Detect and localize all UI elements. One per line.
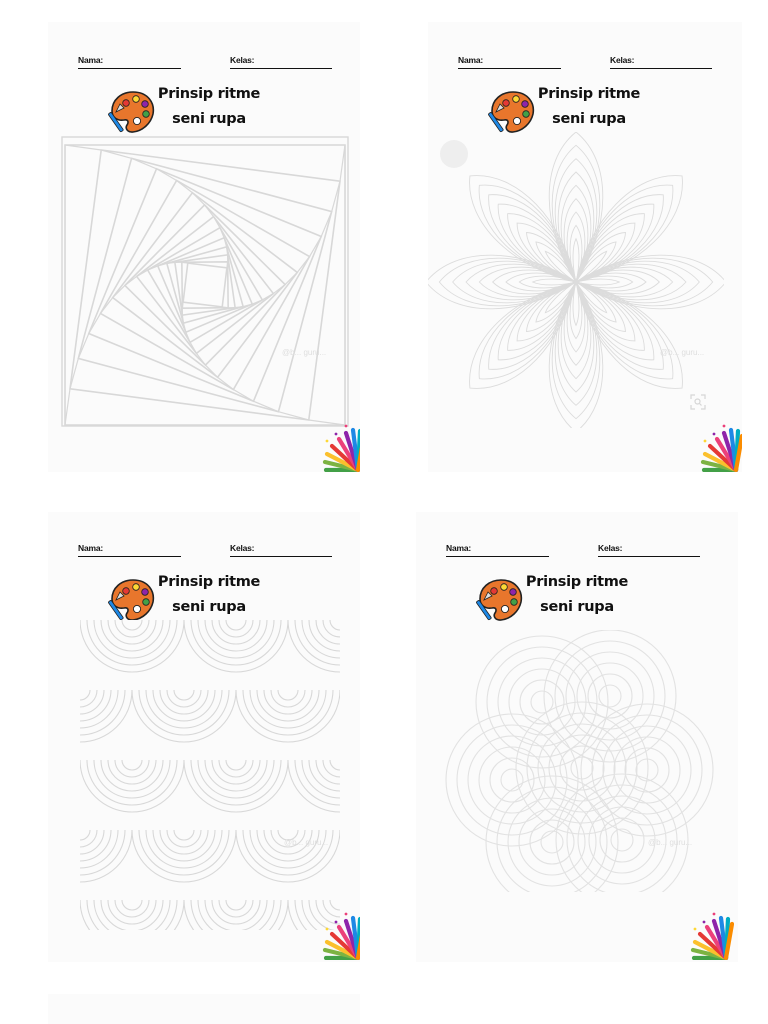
zoom-lens-icon[interactable] <box>690 394 706 410</box>
title-line-2: seni rupa <box>552 111 626 127</box>
color-burst-icon <box>316 910 360 960</box>
title-line-2: seni rupa <box>172 111 246 127</box>
worksheet-title <box>517 570 637 620</box>
title-line-2: seni rupa <box>172 599 246 615</box>
class-line <box>610 68 712 69</box>
title-line-1: Prinsip ritme <box>537 86 641 102</box>
worksheet-4 <box>416 512 738 962</box>
watermark: @b... guru... <box>284 838 329 847</box>
class-line <box>230 68 332 69</box>
class-label: Kelas: <box>230 55 255 65</box>
worksheet-2 <box>428 22 742 472</box>
class-line <box>598 556 700 557</box>
name-line <box>458 68 561 69</box>
watermark: @b... guru... <box>282 348 327 357</box>
flower-petals-artwork <box>428 132 724 428</box>
watermark: @b... guru... <box>660 348 705 357</box>
class-line <box>230 556 332 557</box>
worksheet-1 <box>48 22 360 472</box>
title-line-1: Prinsip ritme <box>525 574 629 590</box>
class-label: Kelas: <box>598 543 623 553</box>
name-label: Nama: <box>446 543 471 553</box>
name-line <box>78 556 181 557</box>
name-label: Nama: <box>78 55 103 65</box>
name-line <box>446 556 549 557</box>
title-line-2: seni rupa <box>540 599 614 615</box>
square-spiral-artwork <box>60 135 350 428</box>
partial-sheet <box>48 994 360 1024</box>
watermark: @b... guru... <box>648 838 693 847</box>
title-line-1: Prinsip ritme <box>157 574 261 590</box>
color-burst-icon <box>684 910 734 960</box>
name-label: Nama: <box>78 543 103 553</box>
worksheet-3 <box>48 512 360 962</box>
title-line-1: Prinsip ritme <box>157 86 261 102</box>
color-burst-icon <box>694 422 742 472</box>
name-line <box>78 68 181 69</box>
worksheet-title <box>149 570 269 620</box>
worksheet-title <box>149 82 269 132</box>
concentric-circles-artwork <box>442 630 714 892</box>
class-label: Kelas: <box>230 543 255 553</box>
name-label: Nama: <box>458 55 483 65</box>
color-burst-icon <box>316 422 360 472</box>
fish-scale-artwork <box>80 620 340 930</box>
worksheet-title <box>529 82 649 132</box>
class-label: Kelas: <box>610 55 635 65</box>
